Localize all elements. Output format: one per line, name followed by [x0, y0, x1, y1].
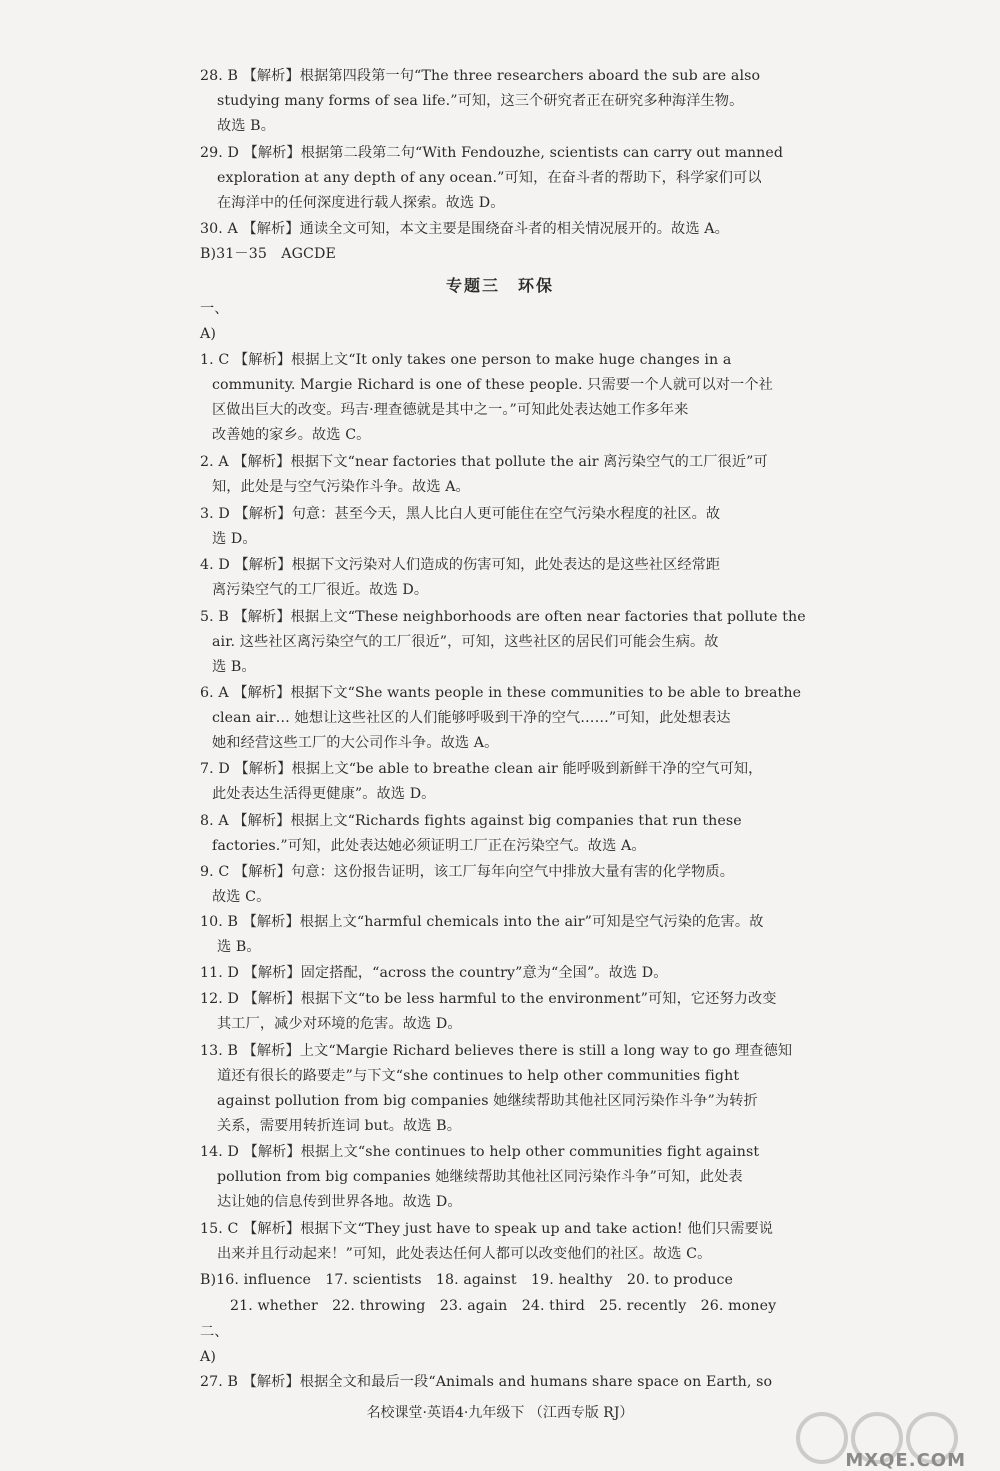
- text-line: 区做出巨大的改变。玛吉·理查德就是其中之一。”可知此处表达她工作多年来: [212, 402, 689, 418]
- text-line: 7. D 【解析】根据上文“be able to breathe clean air 能呼吸到新鲜干净的空气可知，: [200, 761, 763, 777]
- text-line: 改善她的家乡。故选 C。: [212, 427, 371, 443]
- text-line: 道还有很长的路要走”与下文“she continues to help other communities fight: [217, 1068, 740, 1084]
- text-line: 13. B 【解析】上文“Margie Richard believes there is still a long way to go 理查德知: [200, 1043, 793, 1059]
- text-line: 故选 B。: [217, 118, 275, 134]
- text-line: 达让她的信息传到世界各地。故选 D。: [217, 1194, 462, 1210]
- text-line: 故选 C。: [212, 889, 271, 905]
- text-line: 30. A 【解析】通读全文可知，本文主要是围绕奋斗者的相关情况展开的。故选 A。: [200, 221, 729, 237]
- text-line: 在海洋中的任何深度进行载人探索。故选 D。: [217, 195, 505, 211]
- text-line: 知，此处是与空气污染作斗争。故选 A。: [212, 479, 470, 495]
- text-line: 2. A 【解析】根据下文“near factories that pollute the air 离污染空气的工厂很近”可: [200, 454, 768, 470]
- text-line: 14. D 【解析】根据上文“she continues to help other communities fight against: [200, 1144, 760, 1160]
- text-line: 3. D 【解析】句意：甚至今天，黑人比白人更可能住在空气污染水程度的社区。故: [200, 506, 721, 522]
- text-line: 离污染空气的工厂很近。故选 D。: [212, 582, 429, 598]
- text-line: 选 D。: [212, 531, 257, 547]
- text-line: community. Margie Richard is one of these people. 只需要一个人就可以对一个社: [212, 377, 773, 393]
- watermark-text: MXQE.COM: [845, 1450, 966, 1471]
- text-line: 选 B。: [217, 939, 261, 955]
- footer-edition: （江西专版 RJ）: [528, 1405, 634, 1421]
- part-heading: 一、: [200, 301, 229, 317]
- text-line: 1. C 【解析】根据上文“It only takes one person to make huge changes in a: [200, 352, 732, 368]
- text-line: air. 这些社区离污染空气的工厂很近”，可知，这些社区的居民们可能会生病。故: [212, 634, 719, 650]
- text-line: 她和经营这些工厂的大公司作斗争。故选 A。: [212, 735, 499, 751]
- text-line: 12. D 【解析】根据下文“to be less harmful to the environment”可知，它还努力改变: [200, 991, 777, 1007]
- text-line: studying many forms of sea life.”可知，这三个研究者正在研究多种海洋生物。: [217, 93, 744, 109]
- text-line: 27. B 【解析】根据全文和最后一段“Animals and humans share space on Earth, so: [200, 1374, 773, 1390]
- text-line: 10. B 【解析】根据上文“harmful chemicals into the air”可知是空气污染的危害。故: [200, 914, 764, 930]
- text-line: 关系，需要用转折连词 but。故选 B。: [217, 1118, 461, 1134]
- text-line: 9. C 【解析】句意：这份报告证明，该工厂每年向空气中排放大量有害的化学物质。: [200, 864, 734, 880]
- subpart-heading: A): [200, 1349, 216, 1365]
- footer-book-title: 名校课堂·英语4·九年级下: [366, 1405, 525, 1421]
- text-line: exploration at any depth of any ocean.”可知，在奋斗者的帮助下，科学家们可以: [217, 170, 762, 186]
- part-heading: 二、: [200, 1324, 229, 1340]
- text-line: pollution from big companies 她继续帮助其他社区同污染作斗争”可知，此处表: [217, 1169, 743, 1185]
- text-line: 8. A 【解析】根据上文“Richards fights against big companies that run these: [200, 813, 742, 829]
- text-line: 21. whether 22. throwing 23. again 24. third 25. recently 26. money: [230, 1298, 777, 1314]
- text-line: 6. A 【解析】根据下文“She wants people in these communities to be able to breathe: [200, 685, 802, 701]
- section-title: 专题三 环保: [445, 276, 554, 295]
- text-line: 出来并且行动起来！”可知，此处表达任何人都可以改变他们的社区。故选 C。: [217, 1246, 712, 1262]
- text-line: 4. D 【解析】根据下文污染对人们造成的伤害可知，此处表达的是这些社区经常距: [200, 557, 721, 573]
- text-line: clean air… 她想让这些社区的人们能够呼吸到干净的空气……”可知，此处想表达: [212, 710, 731, 726]
- text-line: 选 B。: [212, 659, 256, 675]
- text-line: 15. C 【解析】根据下文“They just have to speak up and take action! 他们只需要说: [200, 1221, 774, 1237]
- text-line: 其工厂，减少对环境的危害。故选 D。: [217, 1016, 462, 1032]
- text-line: 11. D 【解析】固定搭配，“across the country”意为“全国”。故选 D。: [200, 965, 668, 981]
- text-line: B)16. influence 17. scientists 18. against 19. healthy 20. to produce: [200, 1272, 734, 1288]
- text-line: 28. B 【解析】根据第四段第一句“The three researchers aboard the sub are also: [200, 68, 761, 84]
- text-line: B)31－35 AGCDE: [200, 246, 336, 262]
- text-line: 5. B 【解析】根据上文“These neighborhoods are often near factories that pollute the: [200, 609, 806, 625]
- subpart-heading: A): [200, 326, 216, 342]
- text-line: factories.”可知，此处表达她必须证明工厂正在污染空气。故选 A。: [212, 838, 646, 854]
- text-line: 此处表达生活得更健康”。故选 D。: [212, 786, 436, 802]
- text-line: against pollution from big companies 她继续帮助其他社区同污染作斗争”为转折: [217, 1093, 758, 1109]
- text-line: 29. D 【解析】根据第二段第二句“With Fendouzhe, scientists can carry out manned: [200, 145, 784, 161]
